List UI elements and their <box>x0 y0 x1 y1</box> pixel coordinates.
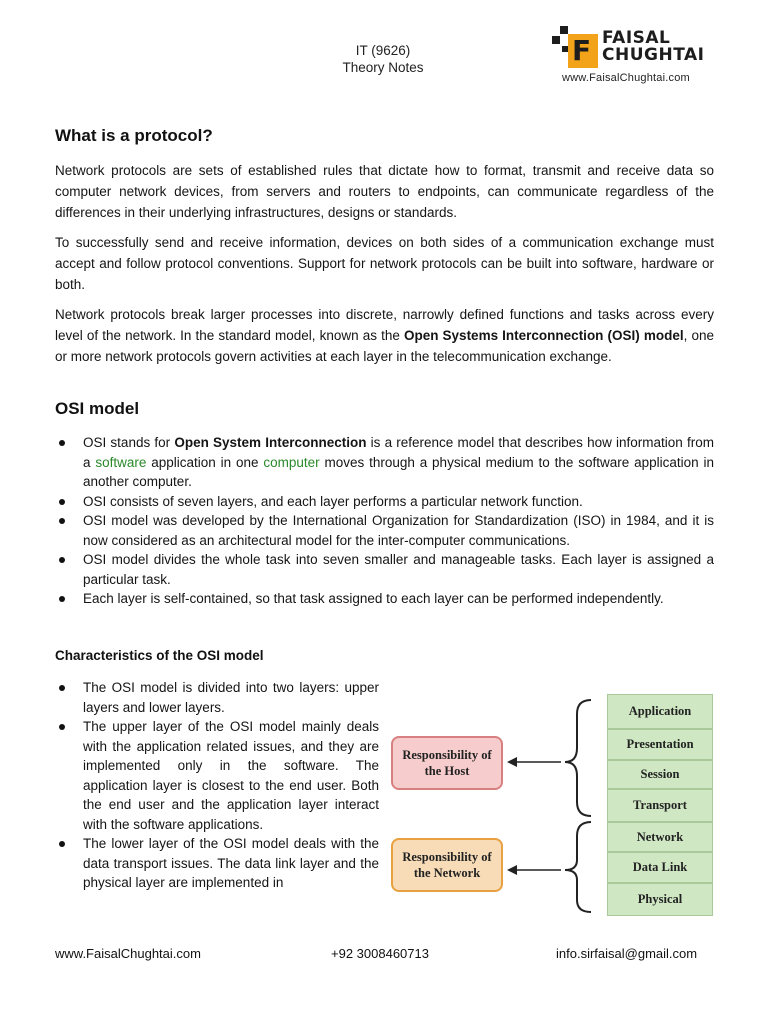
network-arrowhead <box>507 865 517 875</box>
list-item <box>55 433 714 492</box>
brand-logo <box>552 20 722 92</box>
paragraph-protocol-conventions: To successfully send and receive information, devices on both sides of a communication exchange must accept and follow protocol conventions. Support for network protocols can be built into software, hardware or both. <box>55 235 714 292</box>
list-item: OSI model was developed by the International Organization for Standardization (ISO) in 1984, and it is now considered as an architectural model for the inter-computer communications. <box>55 511 714 550</box>
text-run: is a reference model that describes how information from a <box>83 435 714 470</box>
paragraph-protocol-layers <box>55 304 714 367</box>
text-run: application in one <box>146 454 264 470</box>
text-run: , one or more network protocols govern activities at each layer in the telecommunication exchange. <box>55 328 714 364</box>
logo-url: www.FaisalChughtai.com <box>562 72 690 84</box>
osi-expansion: Open System Interconnection <box>174 435 367 450</box>
list-item: The lower layer of the OSI model deals with the data transport issues. The data link layer and the physical layer are implemented in <box>55 834 379 893</box>
paragraph-protocol-definition: Network protocols are sets of established rules that dictate how to format, transmit and receive data so computer network devices, from servers and routers to endpoints, can communicate regardless of the differences in their underlying infrastructures, designs or standards. <box>55 163 714 220</box>
list-item: Each layer is self-contained, so that task assigned to each layer can be performed independently. <box>55 589 714 609</box>
list-item: The OSI model is divided into two layers: upper layers and lower layers. <box>55 678 379 717</box>
osi-layer-physical: Physical <box>607 883 713 916</box>
footer-website[interactable]: www.FaisalChughtai.com <box>55 946 201 961</box>
heading-what-is-protocol: What is a protocol? <box>55 126 213 145</box>
osi-layer-presentation: Presentation <box>607 729 713 760</box>
document-type: Theory Notes <box>342 60 424 75</box>
osi-term: Open Systems Interconnection (OSI) model <box>403 328 684 343</box>
footer-email[interactable]: info.sirfaisal@gmail.com <box>556 946 698 961</box>
host-responsibility-box: Responsibility of the Host <box>391 736 503 790</box>
footer-phone: +92 3008460713 <box>331 946 429 961</box>
text-run: moves through a physical medium to the software application in another computer. <box>83 454 714 489</box>
osi-bullet-list <box>55 433 714 609</box>
characteristics-bullet-list <box>55 678 379 893</box>
heading-osi-characteristics: Characteristics of the OSI model <box>55 648 264 663</box>
logo-letter: F <box>572 34 592 67</box>
text-run: OSI stands for <box>83 435 175 450</box>
osi-layer-session: Session <box>607 760 713 789</box>
text-run: Network protocols break larger processes into discrete, narrowly defined functions and tasks across every level of the network. In the standard model, known as the <box>55 307 714 343</box>
course-code: IT (9626) <box>355 43 411 58</box>
osi-layer-transport: Transport <box>607 789 713 822</box>
list-item: OSI model divides the whole task into seven smaller and manageable tasks. Each layer is assigned a particular task. <box>55 550 714 589</box>
osi-layer-application: Application <box>607 694 713 729</box>
computer-link[interactable]: computer <box>263 454 320 470</box>
osi-layer-data-link: Data Link <box>607 852 713 883</box>
host-arrowhead <box>507 757 517 767</box>
upper-brace <box>565 700 591 816</box>
osi-layer-network: Network <box>607 822 713 852</box>
heading-osi-model: OSI model <box>55 399 140 418</box>
software-link[interactable]: software <box>95 454 147 470</box>
logo-name-line2: CHUGHTAI <box>602 45 705 65</box>
logo-name-line1: FAISAL <box>602 28 671 48</box>
logo-square-icon <box>552 36 560 44</box>
osi-layers-diagram <box>385 690 725 920</box>
list-item: The upper layer of the OSI model mainly deals with the application related issues, and they are implemented only in the software. The application layer is closest to the end user. Both the end user and the application layer interact with the software applications. <box>55 717 379 834</box>
document-header <box>280 42 486 76</box>
list-item: OSI consists of seven layers, and each layer performs a particular network function. <box>55 492 714 512</box>
logo-square-icon <box>560 26 568 34</box>
lower-brace <box>565 822 591 912</box>
network-responsibility-box: Responsibility of the Network <box>391 838 503 892</box>
